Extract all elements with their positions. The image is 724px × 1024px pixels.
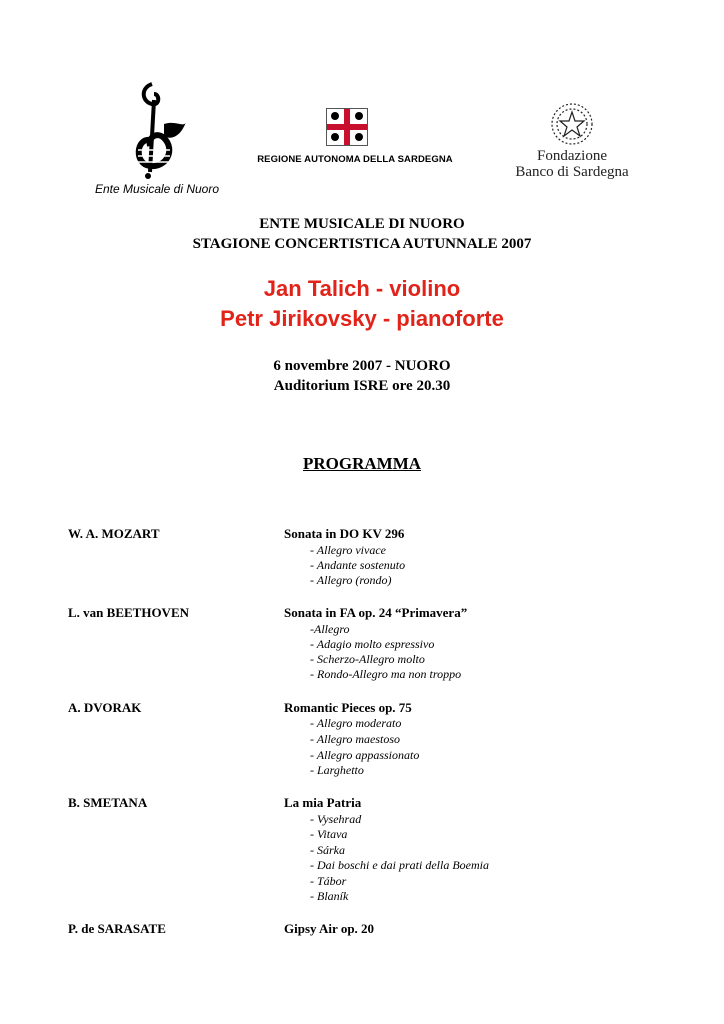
event-date: 6 novembre 2007 - NUORO <box>273 358 451 374</box>
treble-clef-icon <box>130 80 190 180</box>
movement: - Larghetto <box>310 763 364 777</box>
movement: - Allegro (rondo) <box>310 573 392 587</box>
sardinia-flag-icon <box>326 108 368 146</box>
movement: - Tábor <box>310 874 347 888</box>
regione-logo-caption: REGIONE AUTONOMA DELLA SARDEGNA <box>257 154 453 165</box>
movement: - Blaník <box>310 889 349 903</box>
movement: - Andante sostenuto <box>310 558 406 572</box>
movement: - Dai boschi e dai prati della Boemia <box>310 858 489 872</box>
composer-name: W. A. MOZART <box>68 526 160 541</box>
movement: - Rondo-Allegro ma non troppo <box>310 667 462 681</box>
work-title: Sonata in DO KV 296 <box>284 526 405 541</box>
movement: - Allegro appassionato <box>310 748 420 762</box>
ente-logo-caption: Ente Musicale di Nuoro <box>94 182 220 196</box>
organizer-title: ENTE MUSICALE DI NUORO <box>259 216 465 232</box>
work-title: Sonata in FA op. 24 “Primavera” <box>284 605 468 620</box>
movement: - Scherzo-Allegro molto <box>310 652 425 666</box>
event-venue: Auditorium ISRE ore 20.30 <box>273 378 451 394</box>
movement: - Sárka <box>310 843 345 857</box>
regione-sardegna-logo <box>240 108 470 168</box>
work-title: Gipsy Air op. 20 <box>284 921 375 936</box>
performer-piano: Petr Jirikovsky - pianoforte <box>220 306 504 331</box>
movement: -Allegro <box>310 622 350 636</box>
performer-violin: Jan Talich - violino <box>263 276 461 301</box>
movement: - Vitava <box>310 827 348 841</box>
fondazione-logo <box>506 102 638 182</box>
ente-musicale-logo <box>82 80 232 198</box>
season-title: STAGIONE CONCERTISTICA AUTUNNALE 2007 <box>192 236 532 252</box>
work-title: Romantic Pieces op. 75 <box>284 700 412 715</box>
fondazione-name-line1: Fondazione <box>537 148 607 164</box>
movement: - Allegro vivace <box>310 543 386 557</box>
movement: - Allegro maestoso <box>310 732 400 746</box>
composer-name: P. de SARASATE <box>68 921 166 936</box>
programme-heading: PROGRAMMA <box>302 454 422 473</box>
movement: - Vysehrad <box>310 812 362 826</box>
composer-name: A. DVORAK <box>68 700 142 715</box>
movement: - Adagio molto espressivo <box>310 637 435 651</box>
composer-name: L. van BEETHOVEN <box>68 605 190 620</box>
composer-name: B. SMETANA <box>68 795 148 810</box>
star-emblem-icon <box>550 102 594 146</box>
movement: - Allegro moderato <box>310 716 402 730</box>
fondazione-name-line2: Banco di Sardegna <box>515 164 629 180</box>
work-title: La mia Patria <box>284 795 362 810</box>
